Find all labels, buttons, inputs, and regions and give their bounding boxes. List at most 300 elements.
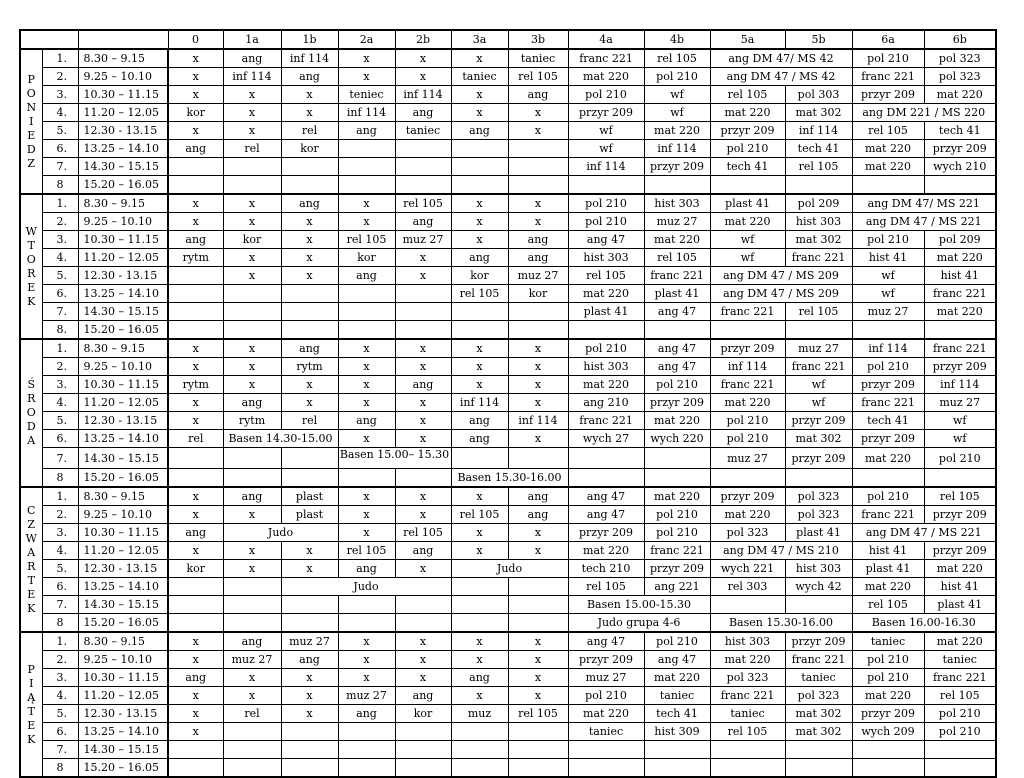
lesson-cell — [168, 741, 223, 759]
day-letter: K — [27, 294, 36, 308]
lesson-cell: inf 114 — [395, 86, 451, 104]
lesson-cell — [223, 469, 281, 488]
lesson-cell: rel 105 — [785, 158, 852, 176]
lesson-number: 6. — [42, 285, 78, 303]
lesson-cell — [281, 723, 338, 741]
lesson-cell: x — [281, 267, 338, 285]
lesson-cell — [710, 469, 785, 488]
lesson-number: 2. — [42, 651, 78, 669]
lesson-cell — [451, 448, 508, 469]
lesson-cell: hist 309 — [644, 723, 710, 741]
lesson-cell — [568, 469, 644, 488]
lesson-cell: pol 323 — [924, 49, 996, 68]
lesson-number: 4. — [42, 104, 78, 122]
lesson-time: 12.30 - 13.15 — [78, 560, 168, 578]
schedule-row — [20, 303, 996, 321]
lesson-time: 13.25 – 14.10 — [78, 723, 168, 741]
lesson-cell — [710, 176, 785, 195]
lesson-cell: x — [223, 213, 281, 231]
lesson-cell: taniec — [852, 632, 924, 651]
lesson-cell: franc 221 — [710, 376, 785, 394]
lesson-cell: hist 41 — [924, 267, 996, 285]
lesson-cell: ang 210 — [568, 394, 644, 412]
schedule-row — [20, 469, 996, 488]
lesson-cell — [223, 596, 281, 614]
lesson-cell: mat 220 — [924, 86, 996, 104]
lesson-cell: ang — [168, 140, 223, 158]
lesson-cell — [223, 741, 281, 759]
lesson-cell: rel — [168, 430, 223, 448]
lesson-cell: ang 47 — [568, 632, 644, 651]
lesson-cell: x — [281, 376, 338, 394]
lesson-cell — [281, 303, 338, 321]
lesson-cell: ang — [508, 231, 568, 249]
lesson-cell: plast 41 — [785, 524, 852, 542]
lesson-cell: x — [395, 506, 451, 524]
header-class-3b: 3b — [508, 30, 568, 49]
lesson-cell: ang 47 — [568, 487, 644, 506]
lesson-cell — [710, 759, 785, 778]
lesson-cell: ang DM 47/ MS 42 — [710, 49, 852, 68]
lesson-cell — [924, 469, 996, 488]
lesson-cell: franc 221 — [785, 358, 852, 376]
lesson-cell: hist 303 — [568, 358, 644, 376]
lesson-cell — [168, 303, 223, 321]
lesson-cell: franc 221 — [710, 303, 785, 321]
lesson-cell: przyr 209 — [924, 358, 996, 376]
lesson-cell: rel — [223, 140, 281, 158]
lesson-cell: tech 210 — [568, 560, 644, 578]
day-letter: O — [26, 406, 36, 419]
lesson-cell: przyr 209 — [710, 122, 785, 140]
lesson-cell — [568, 741, 644, 759]
lesson-cell: ang 221 — [644, 578, 710, 596]
lesson-cell — [924, 759, 996, 778]
lesson-cell: przyr 209 — [568, 104, 644, 122]
schedule-row — [20, 86, 996, 104]
lesson-cell — [508, 741, 568, 759]
lesson-cell: x — [338, 487, 395, 506]
lesson-cell — [338, 321, 395, 340]
lesson-cell: x — [395, 487, 451, 506]
lesson-cell — [338, 759, 395, 778]
header-class-3a: 3a — [451, 30, 508, 49]
lesson-time: 13.25 – 14.10 — [78, 430, 168, 448]
lesson-number: 4. — [42, 394, 78, 412]
lesson-cell — [852, 321, 924, 340]
lesson-cell: x — [168, 705, 223, 723]
lesson-number: 2. — [42, 358, 78, 376]
lesson-cell: pol 210 — [568, 213, 644, 231]
lesson-cell: ang DM 47 / MS 209 — [710, 267, 852, 285]
lesson-cell: x — [508, 104, 568, 122]
lesson-cell: x — [223, 506, 281, 524]
lesson-cell — [168, 158, 223, 176]
lesson-cell: x — [395, 394, 451, 412]
lesson-number: 6. — [42, 723, 78, 741]
lesson-cell: ang — [281, 68, 338, 86]
lesson-cell: pol 210 — [924, 723, 996, 741]
lesson-cell: przyr 209 — [924, 140, 996, 158]
lesson-cell: ang — [451, 412, 508, 430]
lesson-cell: ang 47 — [568, 506, 644, 524]
lesson-cell — [451, 759, 508, 778]
schedule-row — [20, 122, 996, 140]
lesson-cell: mat 302 — [785, 430, 852, 448]
lesson-number: 8 — [42, 614, 78, 633]
lesson-cell: ang — [223, 49, 281, 68]
lesson-cell: przyr 209 — [852, 430, 924, 448]
lesson-cell — [338, 741, 395, 759]
schedule-row — [20, 68, 996, 86]
lesson-cell — [395, 140, 451, 158]
lesson-cell: tech 41 — [644, 705, 710, 723]
schedule-row — [20, 104, 996, 122]
lesson-cell — [852, 759, 924, 778]
lesson-cell — [395, 723, 451, 741]
header-class-5b: 5b — [785, 30, 852, 49]
lesson-number: 6. — [42, 430, 78, 448]
lesson-cell: plast 41 — [644, 285, 710, 303]
lesson-cell — [395, 158, 451, 176]
lesson-cell: hist 303 — [568, 249, 644, 267]
lesson-cell: x — [338, 339, 395, 358]
lesson-cell: x — [223, 358, 281, 376]
lesson-cell: mat 220 — [710, 651, 785, 669]
lesson-cell: franc 221 — [852, 394, 924, 412]
lesson-cell: pol 210 — [644, 632, 710, 651]
lesson-cell: x — [338, 506, 395, 524]
lesson-time: 13.25 – 14.10 — [78, 140, 168, 158]
lesson-time: 11.20 – 12.05 — [78, 249, 168, 267]
lesson-cell: x — [508, 394, 568, 412]
lesson-cell: przyr 209 — [644, 560, 710, 578]
lesson-number: 1. — [42, 487, 78, 506]
lesson-cell: x — [508, 687, 568, 705]
lesson-time: 15.20 – 16.05 — [78, 469, 168, 488]
lesson-number: 8. — [42, 321, 78, 340]
lesson-cell: plast 41 — [924, 596, 996, 614]
lesson-time: 13.25 – 14.10 — [78, 578, 168, 596]
lesson-cell: mat 220 — [852, 140, 924, 158]
lesson-cell: taniec — [451, 68, 508, 86]
lesson-cell: wf — [924, 430, 996, 448]
lesson-cell: hist 303 — [644, 194, 710, 213]
day-letter: D — [26, 420, 36, 433]
lesson-cell: x — [451, 358, 508, 376]
lesson-cell — [223, 321, 281, 340]
lesson-number: 4. — [42, 542, 78, 560]
lesson-cell: x — [395, 412, 451, 430]
schedule-row — [20, 176, 996, 195]
lesson-cell — [168, 596, 223, 614]
lesson-cell — [451, 578, 508, 596]
schedule-row — [20, 339, 996, 358]
lesson-cell: mat 220 — [924, 303, 996, 321]
lesson-time: 14.30 – 15.15 — [78, 158, 168, 176]
lesson-cell: x — [223, 339, 281, 358]
lesson-cell: franc 221 — [852, 68, 924, 86]
day-letter: Z — [27, 517, 36, 531]
lesson-cell: taniec — [785, 669, 852, 687]
lesson-cell: muz 27 — [710, 448, 785, 469]
header-class-5a: 5a — [710, 30, 785, 49]
day-letter: E — [27, 718, 36, 732]
day-letter: P — [27, 662, 35, 676]
lesson-cell: mat 220 — [568, 542, 644, 560]
lesson-cell: pol 210 — [924, 448, 996, 469]
lesson-cell — [924, 176, 996, 195]
lesson-cell — [508, 321, 568, 340]
header-class-2a: 2a — [338, 30, 395, 49]
lesson-cell: muz 27 — [338, 687, 395, 705]
schedule-row — [20, 542, 996, 560]
lesson-cell — [568, 448, 644, 469]
lesson-time: 12.30 - 13.15 — [78, 267, 168, 285]
day-letter: A — [27, 545, 36, 559]
lesson-cell — [168, 469, 223, 488]
lesson-cell: rel 105 — [924, 687, 996, 705]
lesson-number: 3. — [42, 376, 78, 394]
lesson-cell — [395, 321, 451, 340]
lesson-cell: pol 210 — [644, 68, 710, 86]
lesson-number: 5. — [42, 412, 78, 430]
lesson-number: 1. — [42, 339, 78, 358]
lesson-cell: ang — [338, 267, 395, 285]
lesson-cell: franc 221 — [924, 339, 996, 358]
lesson-cell: x — [281, 213, 338, 231]
lesson-cell: Judo — [223, 524, 338, 542]
lesson-cell — [338, 285, 395, 303]
day-letter: K — [27, 601, 36, 615]
lesson-cell: ang — [451, 669, 508, 687]
lesson-cell — [223, 448, 281, 469]
lesson-cell — [338, 596, 395, 614]
lesson-cell: tech 41 — [852, 412, 924, 430]
lesson-cell: ang — [168, 669, 223, 687]
lesson-cell: pol 209 — [924, 231, 996, 249]
lesson-cell — [508, 176, 568, 195]
lesson-cell: franc 221 — [924, 669, 996, 687]
lesson-cell: wych 209 — [852, 723, 924, 741]
lesson-cell: x — [508, 358, 568, 376]
lesson-cell: x — [338, 524, 395, 542]
lesson-time: 12.30 - 13.15 — [78, 412, 168, 430]
lesson-cell: mat 220 — [644, 122, 710, 140]
lesson-cell: x — [451, 376, 508, 394]
lesson-cell: wych 210 — [924, 158, 996, 176]
lesson-cell: rel 105 — [924, 487, 996, 506]
lesson-number: 3. — [42, 524, 78, 542]
lesson-cell — [395, 614, 451, 633]
lesson-cell: x — [223, 560, 281, 578]
lesson-cell: przyr 209 — [568, 524, 644, 542]
lesson-cell: x — [508, 669, 568, 687]
day-letter: P — [27, 72, 35, 86]
lesson-cell — [451, 158, 508, 176]
lesson-cell: plast 41 — [710, 194, 785, 213]
lesson-cell — [338, 723, 395, 741]
lesson-number: 1. — [42, 194, 78, 213]
lesson-time: 11.20 – 12.05 — [78, 104, 168, 122]
lesson-cell — [281, 469, 338, 488]
lesson-cell: taniec — [644, 687, 710, 705]
lesson-cell — [281, 596, 338, 614]
lesson-cell: ang — [508, 506, 568, 524]
lesson-cell: ang — [338, 705, 395, 723]
lesson-time: 8.30 – 9.15 — [78, 339, 168, 358]
header-corner — [20, 30, 78, 49]
lesson-cell: pol 210 — [568, 194, 644, 213]
lesson-cell: taniec — [508, 49, 568, 68]
lesson-cell: x — [223, 86, 281, 104]
lesson-cell — [395, 176, 451, 195]
lesson-cell: inf 114 — [710, 358, 785, 376]
lesson-cell: x — [508, 339, 568, 358]
header-class-4a: 4a — [568, 30, 644, 49]
lesson-cell: ang DM 221 / MS 220 — [852, 104, 996, 122]
lesson-cell: wf — [924, 412, 996, 430]
schedule-row — [20, 632, 996, 651]
lesson-cell: x — [338, 632, 395, 651]
lesson-cell: przyr 209 — [852, 376, 924, 394]
lesson-cell: ang — [223, 632, 281, 651]
lesson-time: 9.25 – 10.10 — [78, 68, 168, 86]
lesson-cell — [451, 176, 508, 195]
lesson-cell: inf 114 — [852, 339, 924, 358]
lesson-cell: Judo — [281, 578, 451, 596]
lesson-time: 10.30 – 11.15 — [78, 669, 168, 687]
lesson-cell — [223, 303, 281, 321]
lesson-cell — [644, 741, 710, 759]
lesson-number: 3. — [42, 669, 78, 687]
lesson-cell — [644, 469, 710, 488]
lesson-cell: ang 47 — [644, 339, 710, 358]
schedule-row — [20, 49, 996, 68]
lesson-cell: rel 105 — [710, 723, 785, 741]
lesson-cell: mat 220 — [924, 249, 996, 267]
lesson-cell: x — [395, 249, 451, 267]
lesson-cell: rel 105 — [451, 506, 508, 524]
lesson-cell: przyr 209 — [644, 158, 710, 176]
lesson-cell — [924, 741, 996, 759]
schedule-row — [20, 358, 996, 376]
lesson-number: 4. — [42, 687, 78, 705]
lesson-cell: franc 221 — [644, 542, 710, 560]
lesson-cell: ang — [281, 651, 338, 669]
lesson-cell: kor — [508, 285, 568, 303]
lesson-cell: inf 114 — [924, 376, 996, 394]
lesson-cell: pol 210 — [852, 358, 924, 376]
lesson-cell — [644, 176, 710, 195]
lesson-time: 12.30 - 13.15 — [78, 705, 168, 723]
lesson-cell — [281, 176, 338, 195]
lesson-cell: rytm — [223, 412, 281, 430]
lesson-cell: x — [338, 358, 395, 376]
lesson-cell: ang — [338, 122, 395, 140]
lesson-cell: x — [451, 339, 508, 358]
lesson-cell — [338, 158, 395, 176]
lesson-cell: inf 114 — [338, 104, 395, 122]
day-letter: O — [26, 86, 36, 100]
lesson-cell — [168, 321, 223, 340]
lesson-cell: hist 41 — [852, 249, 924, 267]
lesson-cell: x — [395, 339, 451, 358]
lesson-cell: wych 27 — [568, 430, 644, 448]
lesson-cell: taniec — [395, 122, 451, 140]
lesson-cell: x — [281, 249, 338, 267]
day-letter: E — [27, 280, 36, 294]
lesson-cell — [395, 303, 451, 321]
lesson-cell — [168, 448, 223, 469]
lesson-cell: rel 105 — [710, 86, 785, 104]
lesson-cell: pol 210 — [710, 412, 785, 430]
lesson-cell: mat 220 — [644, 669, 710, 687]
lesson-cell: plast — [281, 487, 338, 506]
lesson-cell: rel 105 — [852, 122, 924, 140]
lesson-cell: inf 114 — [223, 68, 281, 86]
lesson-cell: Basen 16.00-16.30 — [852, 614, 996, 633]
schedule-row — [20, 394, 996, 412]
lesson-cell: x — [168, 213, 223, 231]
lesson-cell: rel 105 — [644, 249, 710, 267]
lesson-cell: x — [338, 430, 395, 448]
lesson-cell: x — [395, 560, 451, 578]
lesson-time: 12.30 - 13.15 — [78, 122, 168, 140]
lesson-cell — [395, 596, 451, 614]
lesson-cell: x — [168, 632, 223, 651]
lesson-cell — [710, 741, 785, 759]
lesson-cell: pol 303 — [785, 86, 852, 104]
lesson-cell: x — [168, 412, 223, 430]
lesson-cell: Basen 14.30-15.00 — [223, 430, 338, 448]
lesson-cell: kor — [281, 140, 338, 158]
lesson-cell: x — [395, 68, 451, 86]
lesson-cell: x — [395, 430, 451, 448]
lesson-cell — [281, 321, 338, 340]
lesson-cell: ang — [508, 249, 568, 267]
lesson-cell: pol 210 — [852, 49, 924, 68]
lesson-cell: wf — [710, 231, 785, 249]
lesson-cell — [644, 448, 710, 469]
lesson-time: 9.25 – 10.10 — [78, 506, 168, 524]
lesson-cell: muz — [451, 705, 508, 723]
lesson-cell: pol 323 — [785, 506, 852, 524]
day-letter: T — [27, 238, 35, 252]
lesson-cell: franc 221 — [785, 651, 852, 669]
lesson-cell — [508, 723, 568, 741]
lesson-cell: x — [281, 687, 338, 705]
lesson-cell — [451, 303, 508, 321]
lesson-cell: x — [223, 122, 281, 140]
lesson-time: 8.30 – 9.15 — [78, 194, 168, 213]
lesson-cell: x — [223, 267, 281, 285]
lesson-number: 1. — [42, 632, 78, 651]
day-letter: E — [27, 128, 36, 142]
lesson-cell: mat 220 — [852, 578, 924, 596]
lesson-cell: x — [451, 687, 508, 705]
lesson-cell: ang — [508, 86, 568, 104]
lesson-cell — [451, 723, 508, 741]
lesson-cell: x — [508, 542, 568, 560]
lesson-cell: kor — [451, 267, 508, 285]
lesson-number: 5. — [42, 705, 78, 723]
lesson-cell: pol 323 — [924, 68, 996, 86]
lesson-cell: x — [451, 524, 508, 542]
lesson-cell: x — [395, 651, 451, 669]
lesson-cell: wych 220 — [644, 430, 710, 448]
lesson-cell: wych 42 — [785, 578, 852, 596]
